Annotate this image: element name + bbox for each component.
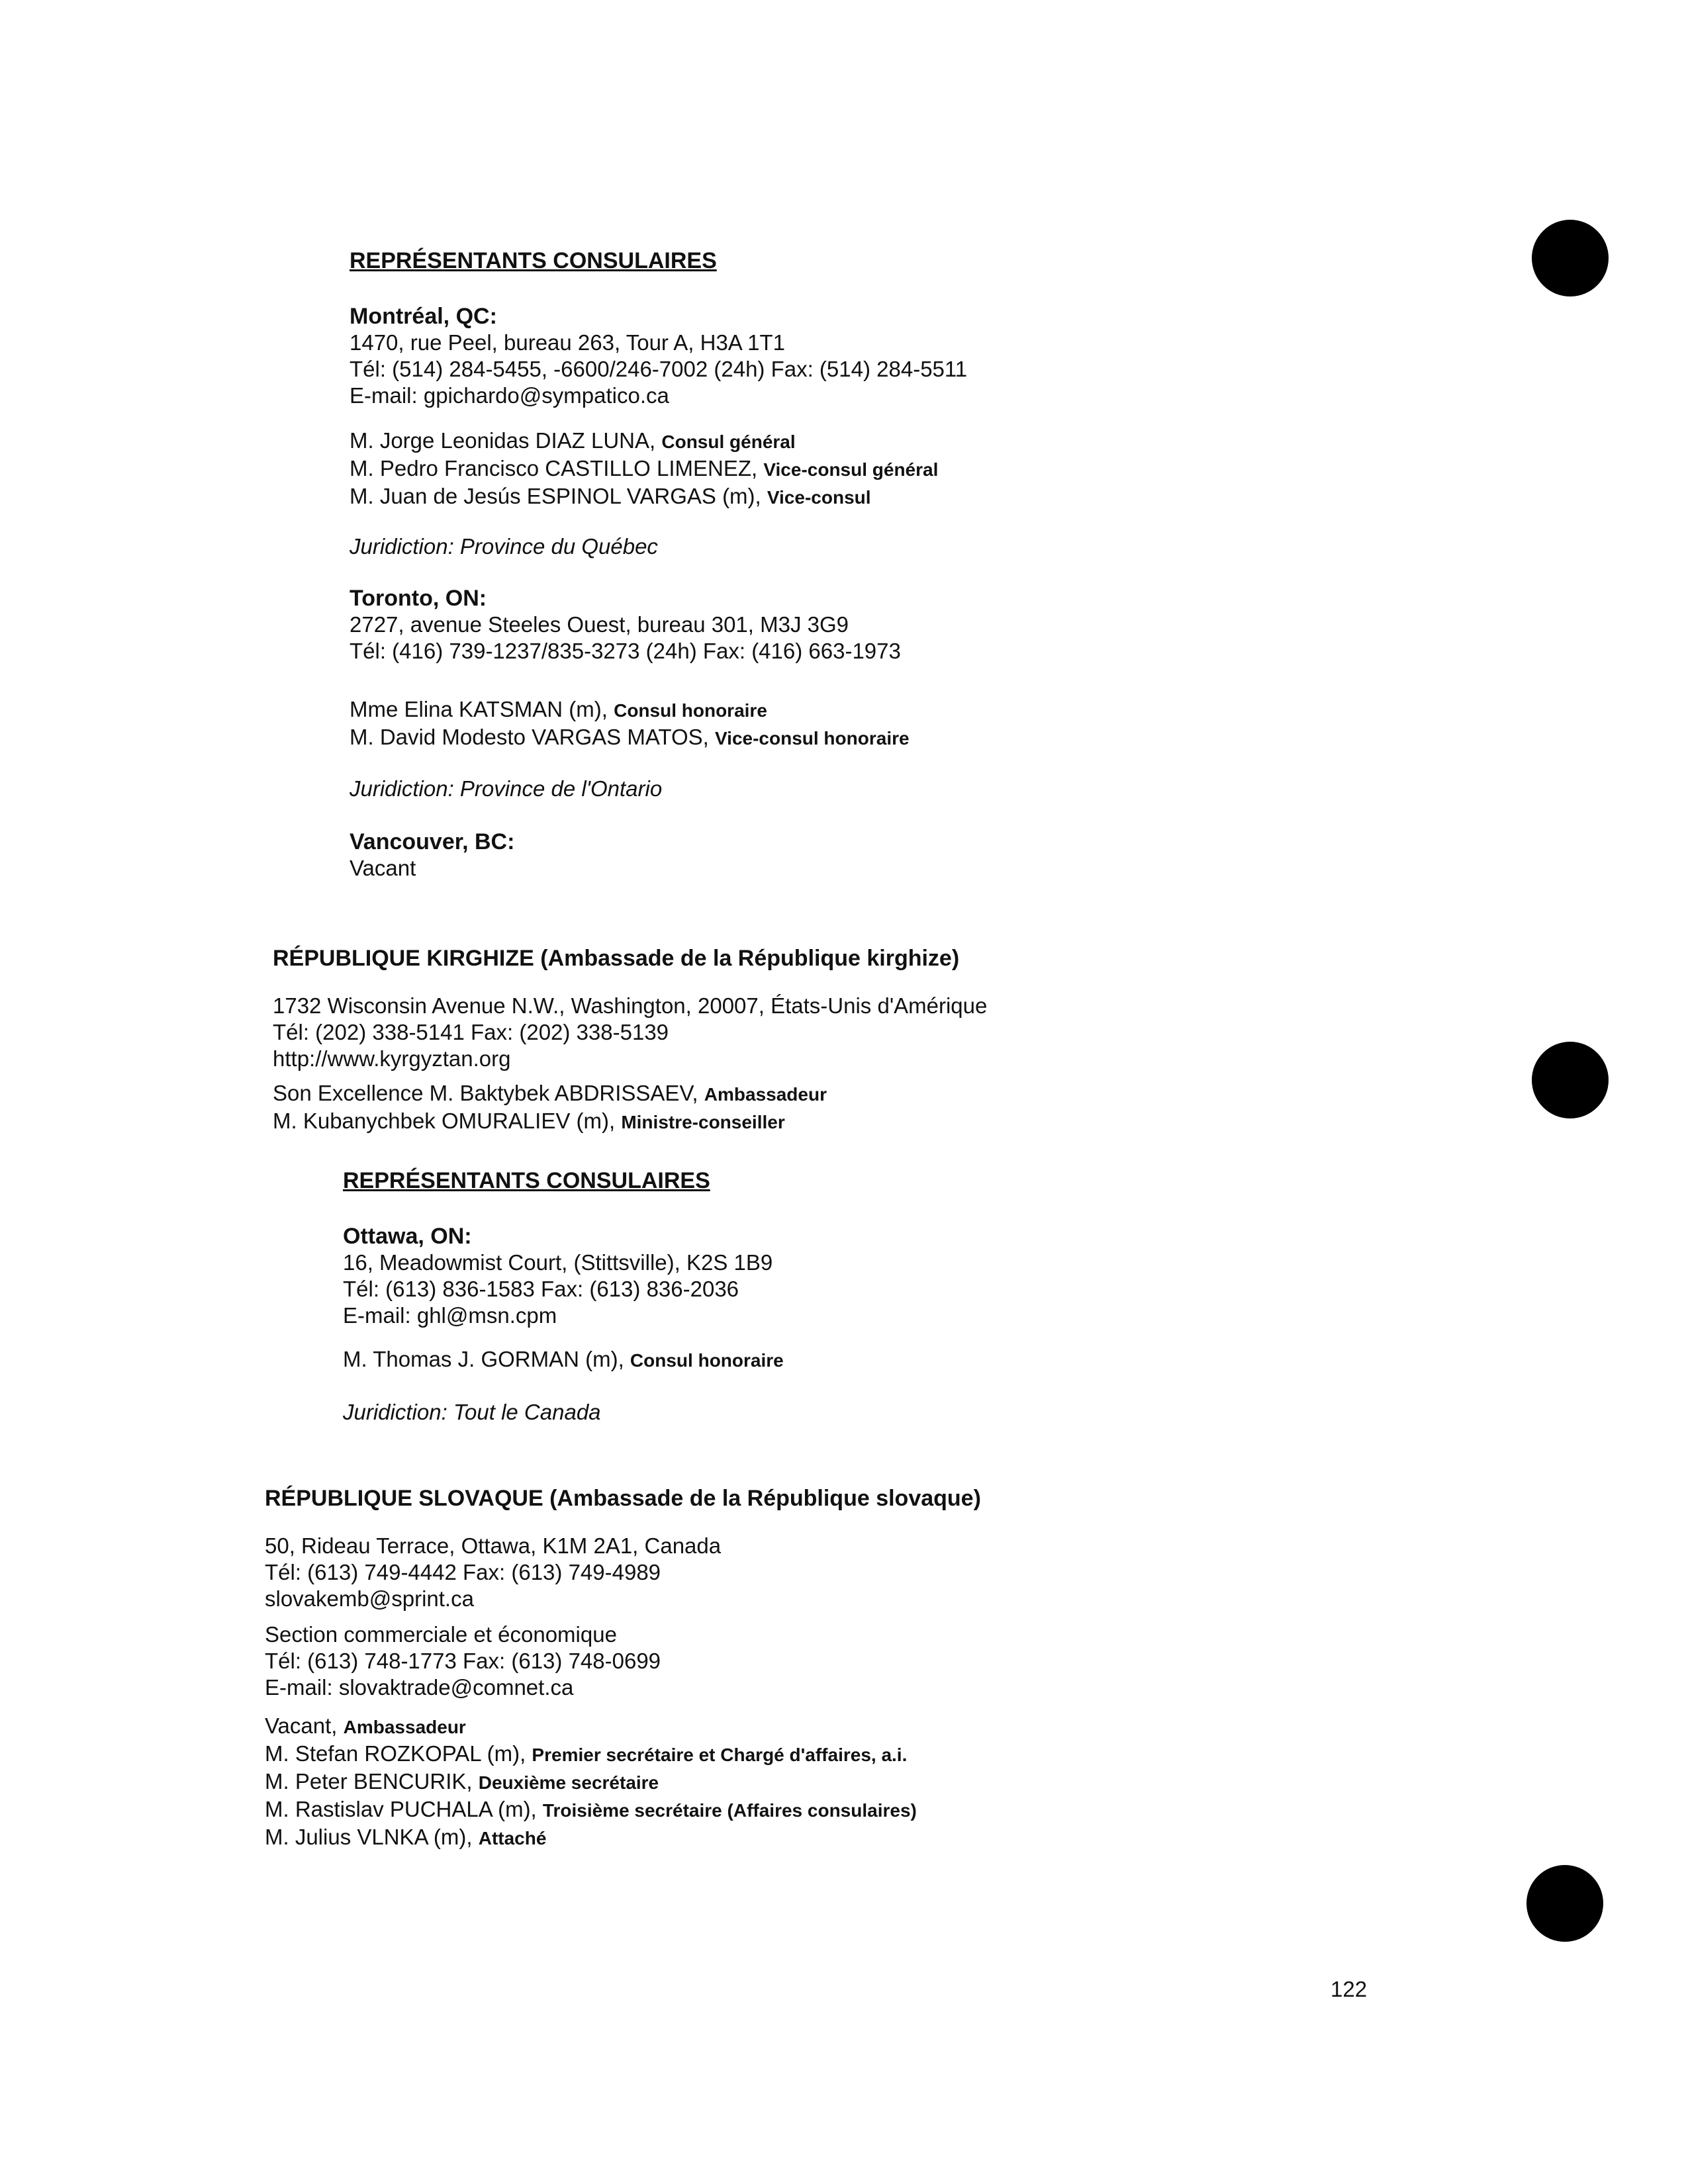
country-heading: RÉPUBLIQUE KIRGHIZE (Ambassade de la République kirghize)	[273, 946, 960, 971]
city-heading: Vancouver, BC:	[350, 829, 515, 854]
jurisdiction: Juridiction: Province de l'Ontario	[350, 776, 663, 801]
city-heading: Ottawa, ON:	[343, 1224, 472, 1249]
ottawa-staff	[343, 1346, 784, 1374]
address: 1470, rue Peel, bureau 263, Tour A, H3A 1T1	[350, 330, 786, 355]
montreal-consulate	[350, 303, 967, 409]
email: slovakemb@sprint.ca	[265, 1586, 474, 1611]
staff-role: Ambassadeur	[704, 1084, 827, 1105]
staff-role: Ministre-conseiller	[621, 1112, 785, 1132]
staff-name: M. Jorge Leonidas DIAZ LUNA,	[350, 428, 662, 453]
staff-role: Troisième secrétaire (Affaires consulaires)	[542, 1800, 917, 1821]
staff-role: Consul honoraire	[614, 700, 767, 721]
montreal-jurisdiction	[350, 533, 658, 560]
staff-entry	[265, 1768, 917, 1796]
commercial-title: Section commerciale et économique	[265, 1622, 617, 1647]
staff-entry	[350, 428, 938, 455]
ottawa-consulate	[343, 1223, 773, 1329]
email: E-mail: gpichardo@sympatico.ca	[350, 383, 669, 408]
staff-entry	[265, 1741, 917, 1768]
toronto-consulate	[350, 585, 901, 664]
address: 16, Meadowmist Court, (Stittsville), K2S 1B9	[343, 1250, 773, 1275]
staff-name: Vacant,	[265, 1713, 344, 1738]
ottawa-jurisdiction	[343, 1399, 601, 1426]
staff-entry	[350, 724, 910, 752]
staff-role: Premier secrétaire et Chargé d'affaires, a.i.	[532, 1745, 908, 1765]
staff-entry	[350, 455, 938, 483]
slovak-commercial-section	[265, 1621, 661, 1701]
address: 2727, avenue Steeles Ouest, bureau 301, M3J 3G9	[350, 612, 849, 637]
staff-name: M. Julius VLNKA (m),	[265, 1825, 479, 1849]
phone: Tél: (416) 739-1237/835-3273 (24h) Fax: (416) 663-1973	[350, 639, 901, 663]
kyrgyz-consular-section	[343, 1167, 710, 1194]
kyrgyz-contact	[273, 993, 987, 1072]
staff-role: Deuxième secrétaire	[478, 1772, 659, 1793]
slovak-contact	[265, 1533, 721, 1612]
phone: Tél: (613) 749-4442 Fax: (613) 749-4989	[265, 1560, 661, 1584]
staff-entry	[265, 1713, 917, 1741]
slovak-staff	[265, 1713, 917, 1852]
country-heading: RÉPUBLIQUE SLOVAQUE (Ambassade de la République slovaque)	[265, 1486, 981, 1511]
staff-role: Vice-consul général	[763, 459, 939, 480]
staff-name: M. Rastislav PUCHALA (m),	[265, 1797, 543, 1821]
punch-hole-middle	[1532, 1042, 1609, 1118]
website: http://www.kyrgyztan.org	[273, 1046, 511, 1071]
punch-hole-top	[1532, 220, 1609, 296]
staff-entry	[350, 483, 938, 511]
address: 1732 Wisconsin Avenue N.W., Washington, 20007, États-Unis d'Amérique	[273, 993, 988, 1018]
staff-entry	[273, 1080, 827, 1108]
phone: Tél: (202) 338-5141 Fax: (202) 338-5139	[273, 1020, 669, 1044]
staff-role: Attaché	[478, 1828, 547, 1848]
vancouver-consulate	[350, 829, 514, 882]
email: E-mail: slovaktrade@comnet.ca	[265, 1675, 574, 1700]
staff-entry	[265, 1824, 917, 1852]
phone: Tél: (514) 284-5455, -6600/246-7002 (24h) Fax: (514) 284-5511	[350, 357, 968, 381]
staff-name: M. Thomas J. GORMAN (m),	[343, 1347, 630, 1371]
staff-name: M. Juan de Jesús ESPINOL VARGAS (m),	[350, 484, 767, 508]
section-heading: REPRÉSENTANTS CONSULAIRES	[343, 1168, 710, 1193]
staff-entry	[265, 1796, 917, 1824]
kyrgyz-staff	[273, 1080, 827, 1136]
phone: Tél: (613) 836-1583 Fax: (613) 836-2036	[343, 1277, 739, 1301]
staff-role: Vice-consul	[767, 487, 871, 508]
email: E-mail: ghl@msn.cpm	[343, 1303, 557, 1328]
staff-name: M. Stefan ROZKOPAL (m),	[265, 1741, 532, 1766]
staff-name: M. Kubanychbek OMURALIEV (m),	[273, 1109, 622, 1133]
status: Vacant	[350, 856, 416, 880]
staff-name: Mme Elina KATSMAN (m),	[350, 697, 614, 721]
page-number: 122	[1331, 1977, 1368, 2001]
staff-entry	[343, 1346, 784, 1374]
staff-name: M. Pedro Francisco CASTILLO LIMENEZ,	[350, 456, 764, 480]
staff-role: Ambassadeur	[343, 1717, 466, 1737]
staff-name: Son Excellence M. Baktybek ABDRISSAEV,	[273, 1081, 704, 1105]
city-heading: Toronto, ON:	[350, 586, 487, 611]
staff-role: Consul honoraire	[630, 1350, 784, 1371]
address: 50, Rideau Terrace, Ottawa, K1M 2A1, Canada	[265, 1533, 722, 1558]
staff-role: Vice-consul honoraire	[715, 728, 910, 749]
staff-name: M. Peter BENCURIK,	[265, 1769, 479, 1794]
staff-entry	[273, 1108, 827, 1136]
consular-section-prev	[350, 248, 717, 274]
phone: Tél: (613) 748-1773 Fax: (613) 748-0699	[265, 1649, 661, 1673]
montreal-staff	[350, 428, 938, 511]
toronto-jurisdiction	[350, 776, 662, 802]
city-heading: Montréal, QC:	[350, 304, 497, 329]
kyrgyz-embassy	[273, 945, 959, 972]
punch-hole-bottom	[1526, 1865, 1603, 1942]
slovak-embassy	[265, 1485, 981, 1512]
section-heading: REPRÉSENTANTS CONSULAIRES	[350, 248, 717, 273]
toronto-staff	[350, 696, 910, 752]
staff-role: Consul général	[661, 432, 796, 452]
staff-name: M. David Modesto VARGAS MATOS,	[350, 725, 715, 749]
staff-entry	[350, 696, 910, 724]
jurisdiction: Juridiction: Tout le Canada	[343, 1400, 601, 1424]
jurisdiction: Juridiction: Province du Québec	[350, 534, 658, 559]
